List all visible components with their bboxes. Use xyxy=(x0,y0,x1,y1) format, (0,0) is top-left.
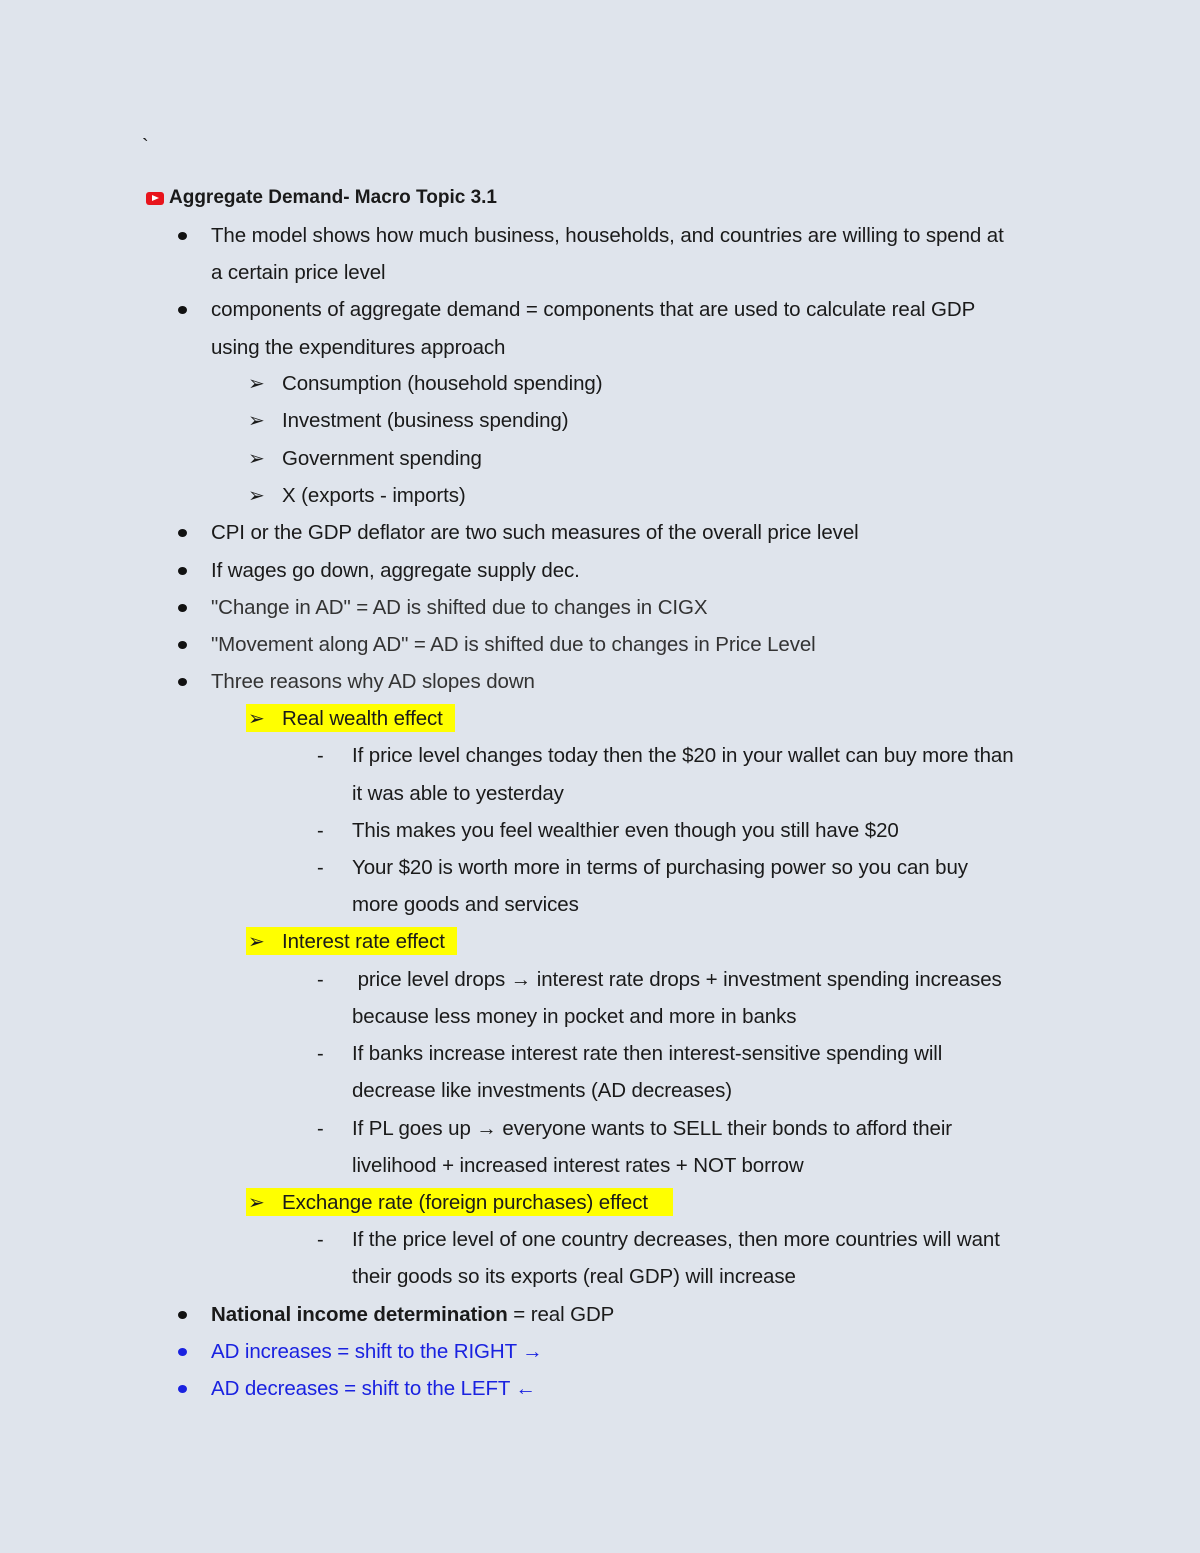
list-item-text: Three reasons why AD slopes down xyxy=(211,670,535,693)
effect-detail: If banks increase interest rate then interest-sensitive spending will xyxy=(352,1042,943,1065)
bullet-icon xyxy=(178,1311,187,1319)
arrow-bullet-icon: ➢ xyxy=(248,708,265,730)
dash-bullet: - xyxy=(317,820,324,842)
arrow-bullet-icon: ➢ xyxy=(248,485,265,507)
bullet-icon xyxy=(178,232,187,240)
effect-detail: livelihood + increased interest rates + NOT borrow xyxy=(352,1154,804,1177)
effect-title: Interest rate effect xyxy=(282,930,445,953)
arrow-bullet-icon: ➢ xyxy=(248,931,265,953)
list-item-text: AD decreases = shift to the LEFT ← xyxy=(211,1377,536,1400)
arrow-bullet-icon: ➢ xyxy=(248,410,265,432)
bullet-icon xyxy=(178,1348,187,1356)
youtube-play-icon xyxy=(146,192,164,205)
effect-detail: Your $20 is worth more in terms of purchasing power so you can buy xyxy=(352,856,968,879)
bold-term: National income determination xyxy=(211,1303,508,1326)
list-item-text: CPI or the GDP deflator are two such measures of the overall price level xyxy=(211,521,859,544)
dash-bullet: - xyxy=(317,969,324,991)
bullet-icon xyxy=(178,567,187,575)
list-item-text: components of aggregate demand = components that are used to calculate real GDP xyxy=(211,298,976,321)
sub-list-item: Investment (business spending) xyxy=(282,409,569,432)
term-definition: = real GDP xyxy=(507,1303,615,1326)
list-item-text: using the expenditures approach xyxy=(211,336,506,359)
sub-list-item: Consumption (household spending) xyxy=(282,372,603,395)
bullet-icon xyxy=(178,1385,187,1393)
effect-title: Exchange rate (foreign purchases) effect xyxy=(282,1191,648,1214)
bullet-icon xyxy=(178,604,187,612)
effect-detail: their goods so its exports (real GDP) will increase xyxy=(352,1265,796,1288)
list-item-text: "Movement along AD" = AD is shifted due to changes in Price Level xyxy=(211,633,816,656)
effect-detail: If price level changes today then the $20 in your wallet can buy more than xyxy=(352,744,1014,767)
effect-detail: because less money in pocket and more in banks xyxy=(352,1005,797,1028)
effect-detail: it was able to yesterday xyxy=(352,782,564,805)
sub-list-item: Government spending xyxy=(282,447,482,470)
list-item-text: a certain price level xyxy=(211,261,386,284)
effect-title: Real wealth effect xyxy=(282,707,443,730)
effect-detail: decrease like investments (AD decreases) xyxy=(352,1079,732,1102)
bullet-icon xyxy=(178,529,187,537)
dash-bullet: - xyxy=(317,745,324,767)
stray-backtick: ` xyxy=(142,136,149,158)
bullet-icon xyxy=(178,306,187,314)
effect-detail: more goods and services xyxy=(352,893,579,916)
dash-bullet: - xyxy=(317,1043,324,1065)
bullet-icon xyxy=(178,678,187,686)
arrow-bullet-icon: ➢ xyxy=(248,1192,265,1214)
arrow-bullet-icon: ➢ xyxy=(248,373,265,395)
effect-detail: If PL goes up → everyone wants to SELL their bonds to afford their xyxy=(352,1117,953,1140)
page-title xyxy=(146,185,497,211)
arrow-bullet-icon: ➢ xyxy=(248,448,265,470)
dash-bullet: - xyxy=(317,1229,324,1251)
effect-detail: This makes you feel wealthier even though you still have $20 xyxy=(352,819,899,842)
page-title-text: Aggregate Demand- Macro Topic 3.1 xyxy=(169,187,497,208)
list-item-text: The model shows how much business, households, and countries are willing to spend at xyxy=(211,224,1004,247)
list-item-text xyxy=(211,1302,614,1328)
list-item-text: If wages go down, aggregate supply dec. xyxy=(211,559,580,582)
sub-list-item: X (exports - imports) xyxy=(282,484,466,507)
list-item-text: AD increases = shift to the RIGHT → xyxy=(211,1340,543,1363)
bullet-icon xyxy=(178,641,187,649)
dash-bullet: - xyxy=(317,1118,324,1140)
list-item-text: "Change in AD" = AD is shifted due to changes in CIGX xyxy=(211,596,708,619)
dash-bullet: - xyxy=(317,857,324,879)
effect-detail: price level drops → interest rate drops + investment spending increases xyxy=(352,968,1002,991)
effect-detail: If the price level of one country decreases, then more countries will want xyxy=(352,1228,1000,1251)
